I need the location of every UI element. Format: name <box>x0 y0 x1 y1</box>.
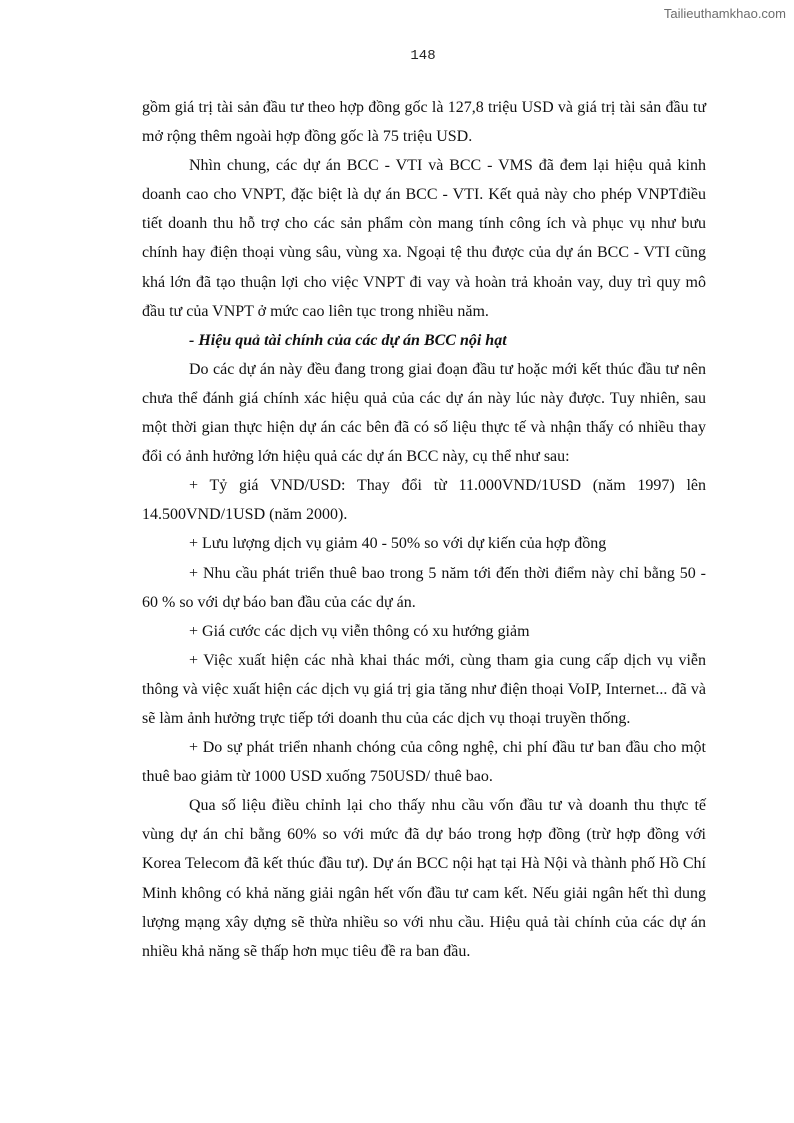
list-item: + Tỷ giá VND/USD: Thay đổi từ 11.000VND/1USD (năm 1997) lên 14.500VND/1USD (năm 2000). <box>142 477 706 524</box>
paragraph: Do các dự án này đều đang trong giai đoạn đầu tư hoặc mới kết thúc đầu tư nên chưa thể đánh giá chính xác hiệu quả của các dự án này lúc này được. Tuy nhiên, sau một thời gian thực hiện dự án các bên đã có số liệu thực tế và nhận thấy có nhiều thay đổi có ảnh hưởng lớn hiệu quả các dự án BCC này, cụ thể như sau: <box>142 360 706 466</box>
paragraph: Qua số liệu điều chỉnh lại cho thấy nhu cầu vốn đầu tư và doanh thu thực tế vùng dự án chỉ bằng 60% so với mức đã dự báo trong hợp đồng (trừ hợp đồng với Korea Telecom đã kết thúc đầu tư). Dự án BCC nội hạt tại Hà Nội và thành phố Hồ Chí Minh không có khả năng giải ngân hết vốn đầu tư cam kết. Nếu giải ngân hết thì dung lượng mạng xây dựng sẽ thừa nhiều so với nhu cầu. Hiệu quả tài chính của các dự án nhiều khả năng sẽ thấp hơn mục tiêu đề ra ban đầu. <box>142 797 706 960</box>
page-number: 148 <box>410 48 436 64</box>
section-heading: - Hiệu quả tài chính của các dự án BCC nội hạt <box>189 331 507 349</box>
list-item: + Nhu cầu phát triển thuê bao trong 5 năm tới đến thời điểm này chỉ bằng 50 - 60 % so với dự báo ban đầu của các dự án. <box>142 564 706 611</box>
list-item: + Lưu lượng dịch vụ giảm 40 - 50% so với dự kiến của hợp đồng <box>189 535 607 553</box>
list-item: + Do sự phát triển nhanh chóng của công nghệ, chi phí đầu tư ban đầu cho một thuê bao giảm từ 1000 USD xuống 750USD/ thuê bao. <box>142 739 706 786</box>
watermark: Tailieuthamkhao.com <box>663 6 786 21</box>
list-item: + Việc xuất hiện các nhà khai thác mới, cùng tham gia cung cấp dịch vụ viễn thông và việc xuất hiện các dịch vụ giá trị gia tăng như điện thoại VoIP, Internet... đã và sẽ làm ảnh hưởng trực tiếp tới doanh thu của các dịch vụ thoại truyền thống. <box>142 651 706 727</box>
document-body <box>142 93 706 966</box>
list-item: + Giá cước các dịch vụ viễn thông có xu hướng giảm <box>189 622 530 640</box>
paragraph: Nhìn chung, các dự án BCC - VTI và BCC - VMS đã đem lại hiệu quả kinh doanh cao cho VNPT, đặc biệt là dự án BCC - VTI. Kết quả này cho phép VNPTđiều tiết doanh thu hỗ trợ cho các sản phẩm còn mang tính công ích và phục vụ như bưu chính hay điện thoại vùng sâu, vùng xa. Ngoại tệ thu được của dự án BCC - VTI cũng khá lớn đã tạo thuận lợi cho việc VNPT đi vay và hoàn trả khoản vay, duy trì quy mô đầu tư của VNPT ở mức cao liên tục trong nhiều năm. <box>142 157 706 320</box>
paragraph: gồm giá trị tài sản đầu tư theo hợp đồng gốc là 127,8 triệu USD và giá trị tài sản đầu tư mở rộng thêm ngoài hợp đồng gốc là 75 triệu USD. <box>142 99 706 146</box>
